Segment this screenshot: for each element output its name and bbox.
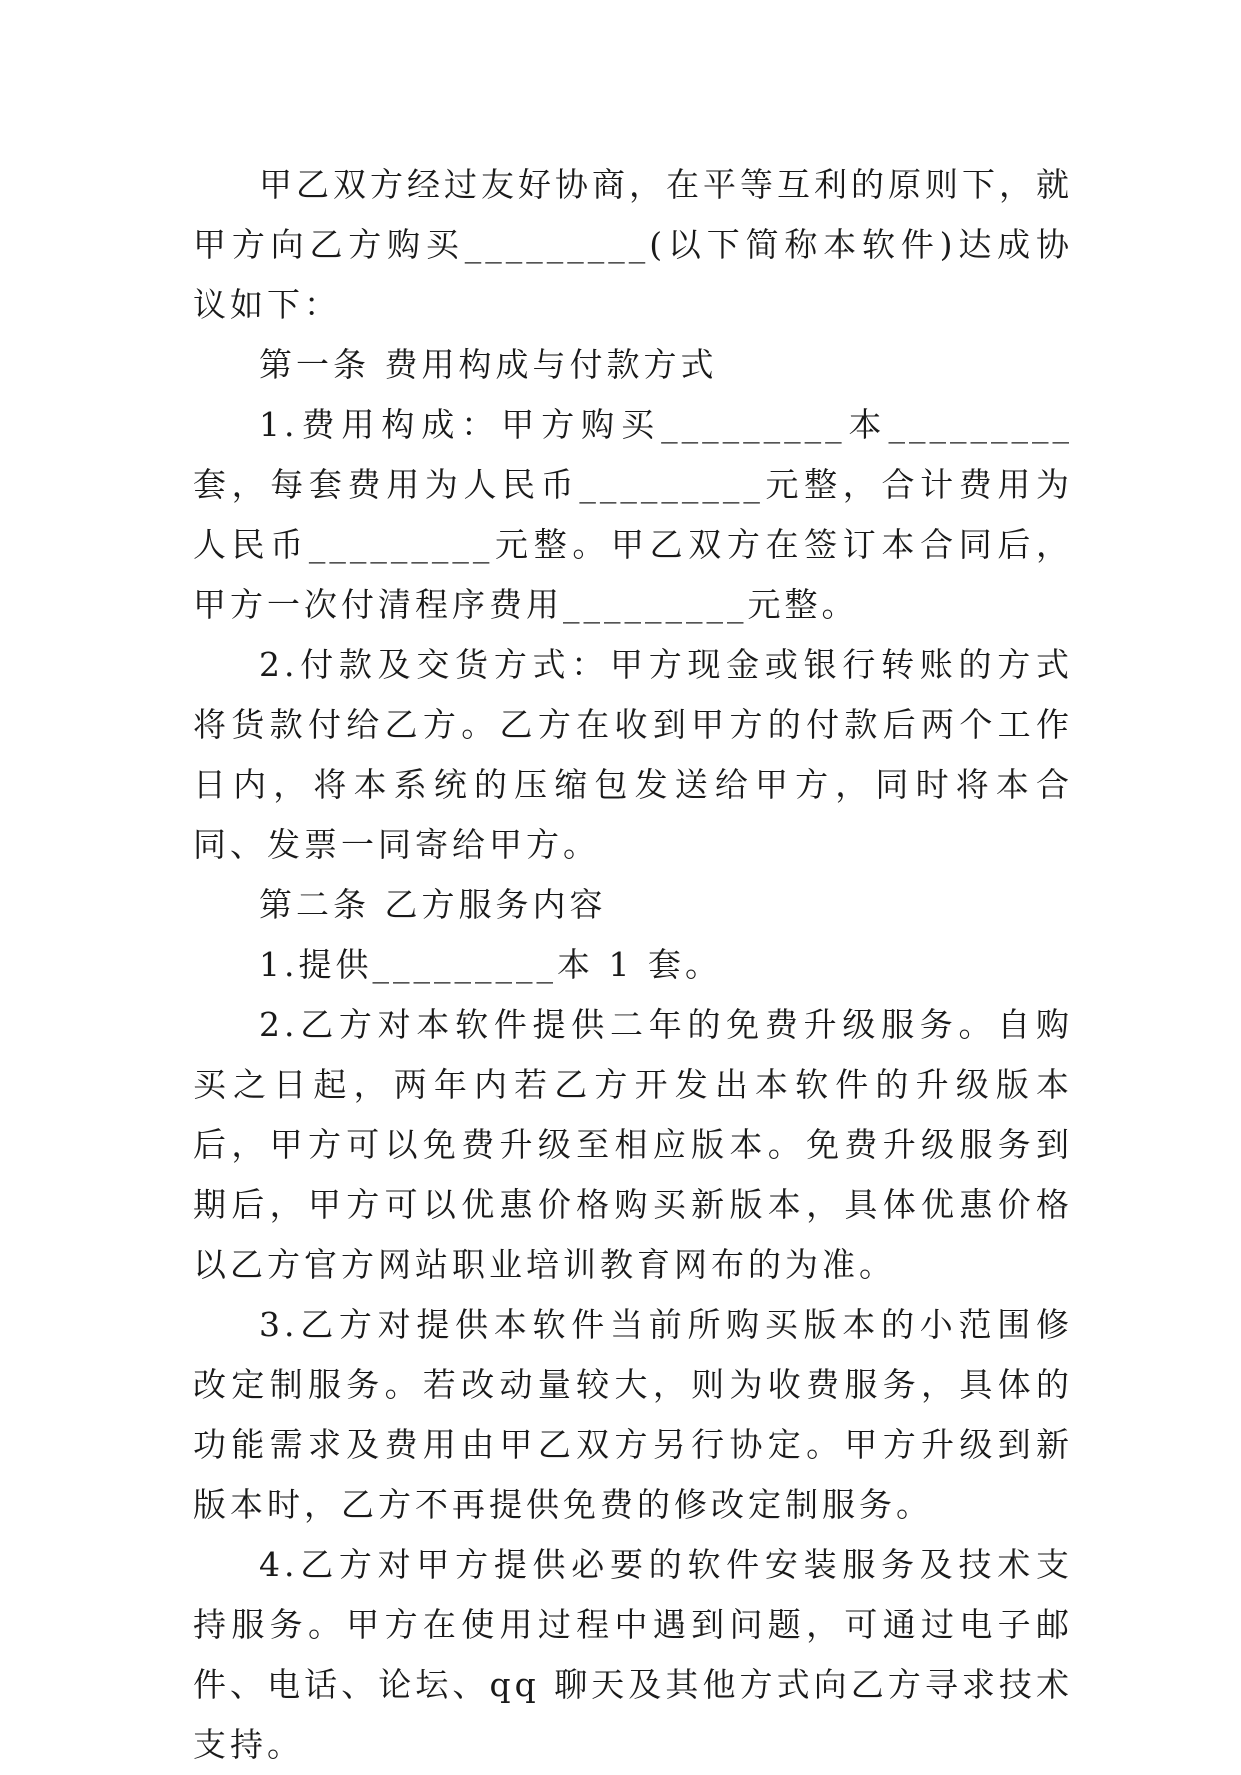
article-1-clause-1: 1.费用构成：甲方购买_________本_________套，每套费用为人民币_________元整，合计费用为人民币_________元整。甲乙双方在签订本合同后，甲方一次付清程序费用_________元整。	[193, 405, 1073, 624]
contract-body	[193, 155, 1073, 1775]
article-2-heading: 第二条 乙方服务内容	[259, 885, 607, 924]
article-2-clause-3: 3.乙方对提供本软件当前所购买版本的小范围修改定制服务。若改动量较大，则为收费服务，具体的功能需求及费用由甲乙双方另行协定。甲方升级到新版本时，乙方不再提供免费的修改定制服务。	[193, 1305, 1073, 1524]
article-2-clause-2: 2.乙方对本软件提供二年的免费升级服务。自购买之日起，两年内若乙方开发出本软件的升级版本后，甲方可以免费升级至相应版本。免费升级服务到期后，甲方可以优惠价格购买新版本，具体优惠价格以乙方官方网站职业培训教育网布的为准。	[193, 1005, 1073, 1284]
intro-paragraph: 甲乙双方经过友好协商，在平等互利的原则下，就甲方向乙方购买_________(以下简称本软件)达成协议如下：	[193, 165, 1073, 324]
article-1-clause-2: 2.付款及交货方式：甲方现金或银行转账的方式将货款付给乙方。乙方在收到甲方的付款后两个工作日内，将本系统的压缩包发送给甲方，同时将本合同、发票一同寄给甲方。	[193, 645, 1073, 864]
article-2-clause-4: 4.乙方对甲方提供必要的软件安装服务及技术支持服务。甲方在使用过程中遇到问题，可通过电子邮件、电话、论坛、qq 聊天及其他方式向乙方寻求技术支持。	[193, 1545, 1073, 1764]
article-2-clause-1: 1.提供_________本 1 套。	[259, 945, 722, 984]
article-1-heading: 第一条 费用构成与付款方式	[259, 345, 718, 384]
